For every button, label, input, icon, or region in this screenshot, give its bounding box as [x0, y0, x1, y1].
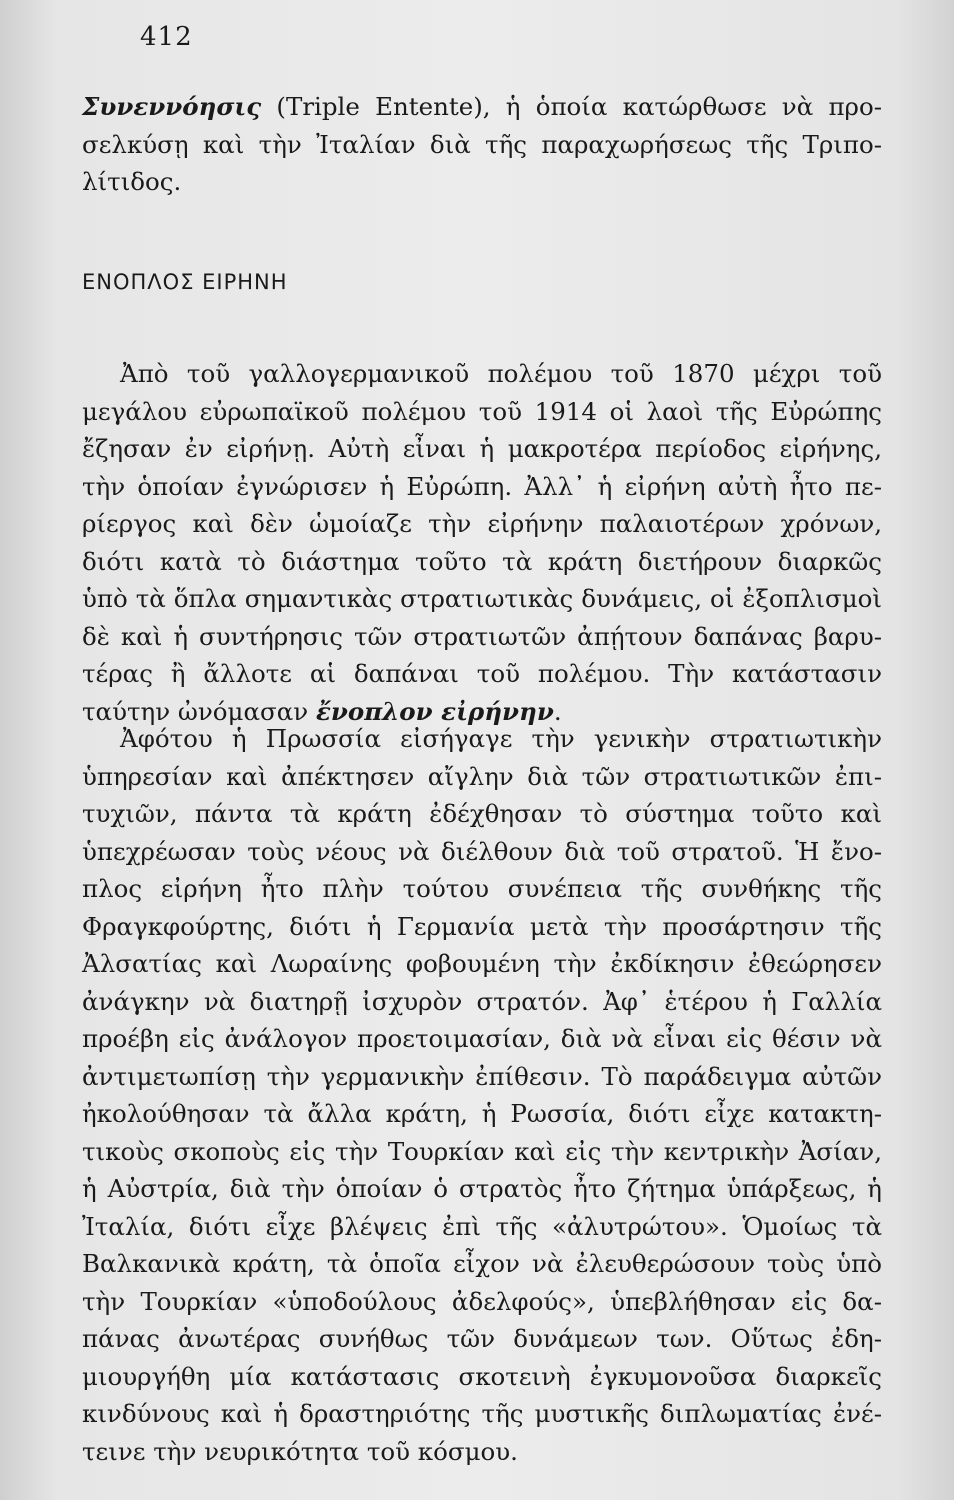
text-line: ἠκολούθησαν τὰ ἄλλα κράτη, ἡ Ρωσσία, διότι εἶχε κατακτη- [82, 1099, 882, 1128]
text-line: ἀνάγκην νὰ διατηρῇ ἰσχυρὸν στρατόν. Ἀφ᾿ ἑτέρου ἡ Γαλλία [82, 986, 882, 1016]
text-line: πλος εἰρήνη ἦτο πλὴν τούτου συνέπεια τῆς συνθήκης τῆς [82, 874, 882, 903]
text-line: προέβη εἰς ἀνάλογον προετοιμασίαν, διὰ νὰ εἶναι εἰς θέσιν νὰ [82, 1024, 882, 1053]
text-line: μεγάλου εὐρωπαϊκοῦ πολέμου τοῦ 1914 οἱ λαοὶ τῆς Εὐρώπης [82, 396, 882, 426]
emphasized-term: ἔνοπλον εἰρήνην [315, 696, 554, 726]
text-line: τυχιῶν, πάντα τὰ κράτη ἐδέχθησαν τὸ σύστημα τοῦτο καὶ [82, 799, 882, 828]
intro-line: λίτιδος. [82, 167, 182, 196]
text-line: ὑπηρεσίαν καὶ ἀπέκτησεν αἴγλην διὰ τῶν στρατιωτικῶν ἐπι- [82, 761, 882, 791]
text-line: τέρας ἢ ἄλλοτε αἱ δαπάναι τοῦ πολέμου. Τὴν κατάστασιν [82, 659, 882, 688]
text-line: δὲ καὶ ἡ συντήρησις τῶν στρατιωτῶν ἀπῄτουν δαπάνας βαρυ- [82, 621, 882, 651]
intro-line-text: (Triple Entente), ἡ ὁποία κατώρθωσε νὰ προ- [261, 92, 882, 121]
text-line: μιουργήθη μία κατάστασις σκοτεινὴ ἐγκυμονοῦσα διαρκεῖς [82, 1361, 882, 1391]
text-line: Βαλκανικὰ κράτη, τὰ ὁποῖα εἶχον νὰ ἐλευθερώσουν τοὺς ὑπὸ [82, 1249, 882, 1278]
intro-line [82, 88, 882, 126]
text-line: τὴν Τουρκίαν «ὑποδούλους ἀδελφούς», ὑπεβλήθησαν εἰς δα- [82, 1286, 882, 1316]
intro-line: σελκύσῃ καὶ τὴν Ἰταλίαν διὰ τῆς παραχωρήσεως τῆς Τριπο- [82, 129, 882, 159]
text-line: Φραγκφούρτης, διότι ἡ Γερμανία μετὰ τὴν προσάρτησιν τῆς [82, 911, 882, 941]
text-line: ὑπὸ τὰ ὅπλα σημαντικὰς στρατιωτικὰς δυνάμεις, οἱ ἐξοπλισμοὶ [82, 584, 882, 613]
text-line: ἔζησαν ἐν εἰρήνῃ. Αὐτὴ εἶναι ἡ μακροτέρα περίοδος εἰρήνης, [82, 434, 882, 463]
text-line: τὴν ὁποίαν ἐγνώρισεν ἡ Εὐρώπη. Ἀλλ᾿ ἡ εἰρήνη αὐτὴ ἦτο πε- [82, 471, 882, 501]
paragraph-2 [82, 720, 882, 1470]
intro-term: Συνεννόησις [82, 92, 262, 121]
text-line: πάνας ἀνωτέρας συνήθως τῶν δυνάμεων των. Οὕτως ἐδη- [82, 1324, 882, 1353]
paragraph-1 [82, 355, 882, 730]
text-span: . [553, 696, 562, 726]
text-line: ρίεργος καὶ δὲν ὡμοίαζε τὴν εἰρήνην παλαιοτέρων χρόνων, [82, 509, 882, 538]
text-line: κινδύνους καὶ ἡ δραστηριότης τῆς μυστικῆς διπλωματίας ἐνέ- [82, 1399, 882, 1428]
text-line: Ἰταλία, διότι εἶχε βλέψεις ἐπὶ τῆς «ἀλυτρώτου». Ὁμοίως τὰ [82, 1211, 882, 1241]
text-line: Ἀφότου ἡ Πρωσσία εἰσήγαγε τὴν γενικὴν στρατιωτικὴν [120, 724, 882, 753]
text-line: τεινε τὴν νευρικότητα τοῦ κόσμου. [82, 1436, 518, 1466]
text-line: τικοὺς σκοποὺς εἰς τὴν Τουρκίαν καὶ εἰς τὴν κεντρικὴν Ἀσίαν, [82, 1136, 882, 1166]
text-line: ἡ Αὐστρία, διὰ τὴν ὁποίαν ὁ στρατὸς ἦτο ζήτημα ὑπάρξεως, ἡ [82, 1174, 882, 1203]
section-heading: ΕΝΟΠΛΟΣ ΕΙΡΗΝΗ [82, 270, 288, 294]
text-line: ὑπεχρέωσαν τοὺς νέους νὰ διέλθουν διὰ τοῦ στρατοῦ. Ἡ ἔνο- [82, 836, 882, 866]
text-line: διότι κατὰ τὸ διάστημα τοῦτο τὰ κράτη διετήρουν διαρκῶς [82, 546, 882, 576]
text-span: ταύτην ὠνόμασαν [82, 696, 316, 726]
intro-paragraph [82, 88, 882, 201]
page-number: 412 [140, 22, 193, 52]
text-line: ἀντιμετωπίσῃ τὴν γερμανικὴν ἐπίθεσιν. Τὸ παράδειγμα αὐτῶν [82, 1061, 882, 1091]
text-line: Ἀπὸ τοῦ γαλλογερμανικοῦ πολέμου τοῦ 1870 μέχρι τοῦ [120, 359, 882, 388]
text-line: Ἀλσατίας καὶ Λωραίνης φοβουμένη τὴν ἐκδίκησιν ἐθεώρησεν [82, 949, 882, 978]
